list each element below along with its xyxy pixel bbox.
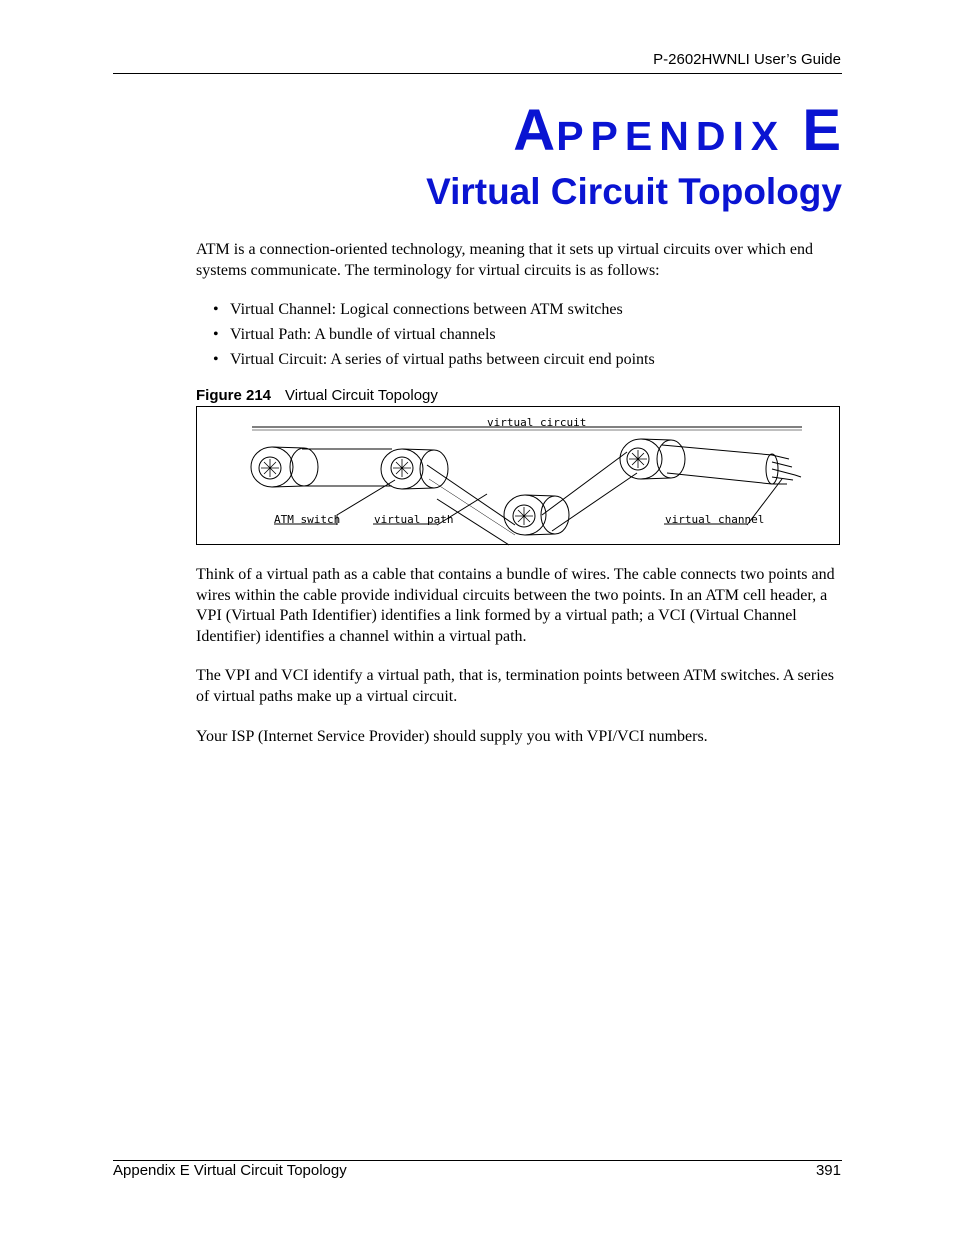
list-item (213, 325, 496, 345)
list-item-text: Virtual Circuit: A series of virtual paths between circuit end points (230, 351, 655, 368)
intro-paragraph: ATM is a connection-oriented technology, meaning that it sets up virtual circuits over which end systems communicate. The terminology for virtual circuits is as follows: (196, 241, 814, 279)
figure-caption (196, 386, 438, 406)
header-rule (113, 73, 842, 74)
switch-outer (251, 447, 293, 487)
switch-ring (290, 448, 318, 486)
appendix-initial: A (513, 98, 557, 163)
body-paragraph: Think of a virtual path as a cable that contains a bundle of wires. The cable connects two points and wires within the cable provide individual circuits between the two points. In an ATM cell header, a VPI (Virtual Path Identifier) identifies a link formed by a virtual path; a VCI (Virtual Channel Identifier) identifies a channel within a virtual path. (196, 566, 835, 645)
body-paragraph: The VPI and VCI identify a virtual path, that is, termination points between ATM switches. A series of virtual paths make up a virtual circuit. (196, 667, 834, 705)
cable-3-top (542, 452, 627, 515)
list-item-text: Virtual Path: A bundle of virtual channels (230, 326, 496, 343)
running-header: P-2602HWNLI User’s Guide (653, 51, 841, 68)
page-title: Virtual Circuit Topology (426, 171, 842, 212)
cable-4-bottom (667, 473, 772, 484)
bullet-icon: • (213, 301, 219, 318)
page-number: 391 (815, 1162, 841, 1179)
label-virtual-circuit: virtual circuit (487, 416, 587, 429)
atm-switch-3 (504, 495, 569, 535)
cable-2-wire (429, 479, 515, 535)
switch-arrows-icon (515, 507, 533, 525)
virtual-path-cables (302, 445, 801, 545)
cable-4-top (662, 445, 772, 455)
appendix-word: PPENDIX (556, 113, 786, 159)
switch-ring (541, 496, 569, 534)
footer-rule (113, 1160, 842, 1161)
footer-section-title: Appendix E Virtual Circuit Topology (113, 1162, 347, 1179)
appendix-letter: E (802, 98, 842, 163)
figure-number: Figure 214 (196, 387, 272, 404)
appendix-heading (513, 96, 842, 171)
atm-switch-2 (381, 449, 448, 489)
list-item (213, 350, 655, 370)
atm-switch-1 (251, 447, 318, 487)
bullet-icon: • (213, 326, 219, 343)
label-virtual-channel: virtual channel (665, 513, 765, 526)
figure-frame (196, 406, 840, 545)
figure-caption-text: Virtual Circuit Topology (285, 387, 438, 404)
label-virtual-path: virtual path (374, 513, 454, 526)
atm-switch-4 (620, 439, 685, 479)
list-item-text: Virtual Channel: Logical connections between ATM switches (230, 301, 623, 318)
virtual-circuit-diagram (197, 407, 841, 546)
bullet-icon: • (213, 351, 219, 368)
switch-arrows-icon (393, 459, 411, 477)
list-item (213, 300, 623, 320)
label-atm-switch: ATM switch (274, 513, 341, 526)
body-paragraph: Your ISP (Internet Service Provider) should supply you with VPI/VCI numbers. (196, 728, 708, 745)
switch-arrows-icon (261, 459, 279, 477)
switch-arrows-icon (629, 450, 647, 468)
